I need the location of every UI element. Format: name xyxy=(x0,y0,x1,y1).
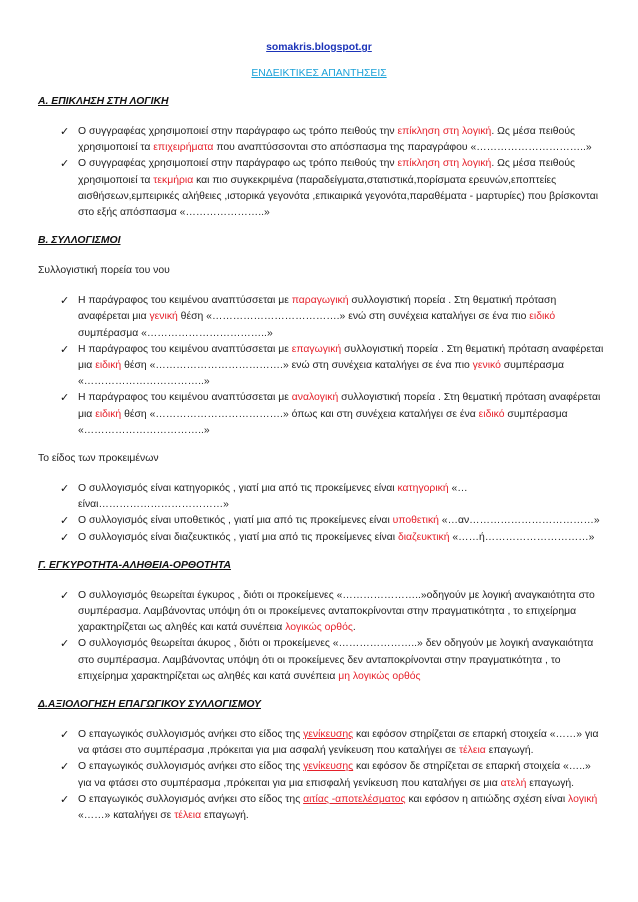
item-text: Η παράγραφος του κειμένου αναπτύσσεται με xyxy=(78,343,292,355)
check-icon: ✓ xyxy=(60,793,70,806)
check-icon: ✓ xyxy=(60,638,70,651)
item-text: Ο επαγωγικός συλλογισμός ανήκει στο είδος της xyxy=(78,729,304,741)
highlight-text: μη λογικώς ορθός xyxy=(338,670,421,682)
check-icon: ✓ xyxy=(60,761,70,774)
item-text: και εφόσον στηρίζεται σε επαρκή στοιχεία «……» για να φτάσει στο συμπέρασμα ,πρόκειται για μια ασφαλή γενίκευση που καταλήγει σε xyxy=(78,729,599,757)
item-text: συμπέρασμα «……………………………..» xyxy=(78,327,273,339)
item-text: επαγωγή. xyxy=(526,777,575,789)
list-item xyxy=(38,513,604,529)
section-b-title: Β. ΣΥΛΛΟΓΙΣΜΟΙ xyxy=(38,235,121,247)
item-text: επαγωγή. xyxy=(485,745,534,757)
check-icon: ✓ xyxy=(60,158,70,171)
list-item xyxy=(38,759,604,791)
item-text: Η παράγραφος του κειμένου αναπτύσσεται με xyxy=(78,392,292,404)
highlight-text: κατηγορική xyxy=(397,483,449,495)
list-item xyxy=(38,390,604,439)
list-item xyxy=(38,481,604,513)
item-text: Ο συλλογισμός θεωρείται άκυρος , διότι οι προκείμενες «…………………..» δεν οδηγούν με λογική αναγκαιότητα στο συμπέρασμα. Λαμβάνοντας υπόψη ότι οι προκείμενες δεν ανταποκρίνονται στην πραγματικότητα , το επιχείρημα χαρακτηρίζεται ως αληθές και κατά συνέπεια xyxy=(78,638,594,682)
check-icon: ✓ xyxy=(60,483,70,496)
highlight-text: ειδική xyxy=(95,360,122,372)
section-d-list xyxy=(38,727,604,824)
premises-list xyxy=(38,481,604,546)
item-text: Ο συγγραφέας χρησιμοποιεί στην παράγραφο ως τρόπο πειθούς την xyxy=(78,158,398,170)
highlight-text: επίκληση στη λογική xyxy=(397,158,492,170)
page-subtitle: ΕΝΔΕΙΚΤΙΚΕΣ ΑΠΑΝΤΗΣΕΙΣ xyxy=(251,68,387,79)
section-c-list xyxy=(38,588,604,685)
item-text: «…αν………………………………» xyxy=(438,515,600,527)
check-icon: ✓ xyxy=(60,343,70,356)
item-text: θέση «……………………………….» ενώ στη συνέχεια καταλήγει σε ένα πιο xyxy=(177,311,530,323)
section-b-list xyxy=(38,293,604,439)
item-text: που αναπτύσσονται στο απόσπασμα της παραγράφου «…………………………..» xyxy=(213,142,592,154)
item-text: Ο συλλογισμός θεωρείται έγκυρος , διότι οι προκείμενες «…………………..»οδηγούν με λογική αναγκαιότητα στο συμπέρασμα. Λαμβάνοντας υπόψη ότι οι προκείμενες ανταποκρίνονται στην πραγματικότητα , το επιχείρημα χαρακτηρίζεται ως αληθές και κατά συνέπεια xyxy=(78,589,595,634)
list-item xyxy=(38,156,604,221)
highlight-text: αιτίας -αποτελέσματος xyxy=(303,793,406,805)
check-icon: ✓ xyxy=(60,729,70,742)
list-item xyxy=(38,636,604,685)
highlight-text: λογική xyxy=(568,793,598,805)
item-text: Ο συλλογισμός είναι υποθετικός , γιατί μια από τις προκείμενες είναι xyxy=(78,515,393,527)
item-text: Ο επαγωγικός συλλογισμός ανήκει στο είδος της xyxy=(78,761,304,773)
check-icon: ✓ xyxy=(60,126,70,138)
list-item xyxy=(38,293,604,342)
highlight-text: γενική xyxy=(149,311,178,323)
item-text: Ο συγγραφέας χρησιμοποιεί στην παράγραφο ως τρόπο πειθούς την xyxy=(78,126,398,137)
highlight-text: γενίκευσης xyxy=(303,729,354,741)
highlight-text: τεκμήρια xyxy=(153,174,194,186)
item-text: συλλογιστική πορεία . Στη θεματική πρόταση αναφέρεται μια xyxy=(78,392,601,420)
highlight-text: επίκληση στη λογική xyxy=(397,126,492,137)
item-text: συλλογιστική πορεία . Στη θεματική πρόταση αναφέρεται μια xyxy=(78,343,604,372)
highlight-text: παραγωγική xyxy=(291,295,349,307)
document-body xyxy=(38,94,604,824)
item-text: και εφόσον η αιτιώδης σχέση είναι xyxy=(405,793,569,805)
highlight-text: γενίκευσης xyxy=(303,761,354,773)
list-item xyxy=(38,342,604,391)
item-text: συμπέρασμα «……………………………..» xyxy=(78,360,564,388)
item-text: Η παράγραφος του κειμένου αναπτύσσεται με xyxy=(78,295,292,307)
highlight-text: τέλεια xyxy=(458,745,486,757)
highlight-text: ειδική xyxy=(95,408,122,420)
highlight-text: λογικώς ορθός xyxy=(285,622,353,634)
item-text: . Ως μέσα πειθούς χρησιμοποιεί τα xyxy=(78,126,576,154)
item-text: συμπέρασμα «……………………………..» xyxy=(78,408,568,436)
site-link[interactable]: somakris.blogspot.gr xyxy=(266,42,372,53)
check-icon: ✓ xyxy=(60,295,70,308)
highlight-text: τέλεια xyxy=(174,810,202,822)
list-item xyxy=(38,588,604,637)
highlight-text: ειδικό xyxy=(529,311,556,323)
check-icon: ✓ xyxy=(60,589,70,602)
item-text: . Ως μέσα πειθούς χρησιμοποιεί τα xyxy=(78,158,576,186)
highlight-text: γενικό xyxy=(472,360,501,372)
item-text: επαγωγή. xyxy=(201,810,249,822)
highlight-text: ειδικό xyxy=(478,408,505,420)
item-text: «……ή…………………………» xyxy=(449,531,595,543)
list-item xyxy=(38,530,604,546)
item-text: «…είναι………………………………» xyxy=(78,483,468,511)
list-item xyxy=(38,727,604,759)
item-text: Ο συλλογισμός είναι κατηγορικός , γιατί μια από τις προκείμενες είναι xyxy=(78,483,398,495)
item-text: και πιο συγκεκριμένα (παραδείγματα,στατιστικά,πορίσματα ερευνών,εποπτείες αισθήσεων,εμπειρικές αλήθειες ,ιστορικά γεγονότα ,επικαιρικά γεγονότα,παραθέματα - μαρτυρίες) που βρίσκονται στο εξής απόσπασμα «…………………..» xyxy=(78,174,599,219)
check-icon: ✓ xyxy=(60,515,70,528)
section-b-intro: Συλλογιστική πορεία του νου xyxy=(38,265,170,277)
item-text: Ο επαγωγικός συλλογισμός ανήκει στο είδος της xyxy=(78,793,304,805)
highlight-text: αναλογική xyxy=(291,392,339,404)
check-icon: ✓ xyxy=(60,531,70,544)
section-d-title: Δ.ΑΞΙΟΛΟΓΗΣΗ ΕΠΑΓΩΓΙΚΟΥ ΣΥΛΛΟΓΙΣΜΟΥ xyxy=(38,699,261,711)
item-text: . xyxy=(352,622,356,634)
item-text: Ο συλλογισμός είναι διαζευκτικός , γιατί μια από τις προκείμενες είναι xyxy=(78,531,398,543)
highlight-text: διαζευκτική xyxy=(397,531,450,543)
item-text: θέση «……………………………….» όπως και στη συνέχεια καταλήγει σε ένα xyxy=(121,408,479,420)
section-a-list xyxy=(38,124,604,221)
item-text: και εφόσον δε στηρίζεται σε επαρκή στοιχεία «…..» για να φτάσει στο συμπέρασμα ,πρόκειται για μια επισφαλή γενίκευση που καταλήγει σε μια xyxy=(78,761,591,789)
item-text: συλλογιστική πορεία . Στη θεματική πρόταση αναφέρεται μια xyxy=(78,295,557,323)
section-c-title: Γ. ΕΓΚΥΡΟΤΗΤΑ-ΑΛΗΘΕΙΑ-ΟΡΘΟΤΗΤΑ xyxy=(38,559,231,571)
highlight-text: υποθετική xyxy=(392,515,439,527)
highlight-text: ατελή xyxy=(500,777,527,789)
list-item xyxy=(38,792,604,824)
item-text: θέση «……………………………….» ενώ στη συνέχεια καταλήγει σε ένα πιο xyxy=(121,360,473,372)
highlight-text: επιχειρήματα xyxy=(153,142,214,154)
section-a-title: Α. ΕΠΙΚΛΗΣΗ ΣΤΗ ΛΟΓΙΚΗ xyxy=(38,96,169,107)
premises-label: Το είδος των προκειμένων xyxy=(38,453,159,465)
highlight-text: επαγωγική xyxy=(291,343,342,355)
check-icon: ✓ xyxy=(60,392,70,405)
list-item xyxy=(38,124,604,156)
item-text: «……» καταλήγει σε xyxy=(78,810,175,822)
